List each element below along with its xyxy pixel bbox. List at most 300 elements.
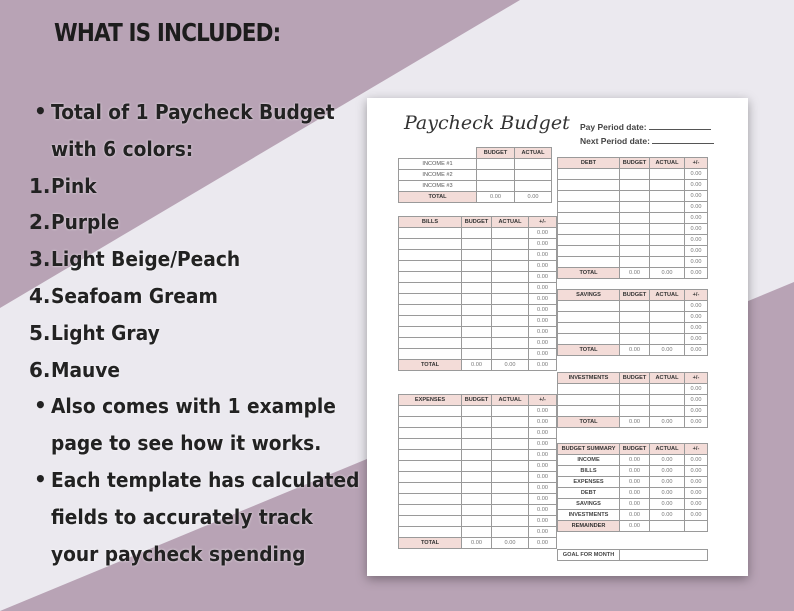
bullet-icon: •: [34, 393, 47, 418]
entry-cell[interactable]: [558, 312, 620, 323]
entry-cell[interactable]: [620, 406, 650, 417]
calculated-cell: 0.00: [529, 406, 557, 417]
table-header-row: [399, 217, 557, 228]
sheet-title: Paycheck Budget: [404, 112, 570, 134]
calculated-cell: 0.00: [529, 283, 557, 294]
table-row: [399, 516, 557, 527]
table-row: [558, 180, 708, 191]
table-row: [558, 477, 708, 488]
row-label: BILLS: [558, 466, 620, 477]
entry-cell[interactable]: [492, 494, 529, 505]
list-number: 3.: [29, 247, 51, 272]
calculated-cell: 0.00: [529, 516, 557, 527]
table-row: [558, 213, 708, 224]
entry-cell[interactable]: [620, 246, 650, 257]
entry-cell[interactable]: [558, 323, 620, 334]
list-line: Light Gray: [51, 320, 160, 345]
calculated-cell: 0.00: [685, 257, 708, 268]
income-table: [398, 147, 552, 203]
bills-table: [398, 216, 557, 371]
entry-cell[interactable]: [620, 334, 650, 345]
column-header: ACTUAL: [650, 290, 685, 301]
entry-cell[interactable]: [399, 305, 462, 316]
table-header-row: [558, 373, 708, 384]
entry-cell[interactable]: [558, 235, 620, 246]
entry-cell[interactable]: [462, 338, 492, 349]
table-row: [399, 349, 557, 360]
column-header: +/-: [685, 373, 708, 384]
entry-cell[interactable]: [399, 505, 462, 516]
entry-cell[interactable]: [492, 239, 529, 250]
calculated-cell: 0.00: [685, 169, 708, 180]
column-header: ACTUAL: [650, 373, 685, 384]
total-row: [399, 360, 557, 371]
total-label: TOTAL: [399, 360, 462, 371]
total-value: 0.00: [650, 345, 685, 356]
entry-cell[interactable]: [650, 235, 685, 246]
entry-cell[interactable]: [620, 191, 650, 202]
total-row: [399, 538, 557, 549]
goal-entry-cell[interactable]: [620, 550, 708, 561]
entry-cell[interactable]: [462, 316, 492, 327]
calculated-cell: 0.00: [620, 477, 650, 488]
entry-cell[interactable]: [399, 439, 462, 450]
table-row: [399, 316, 557, 327]
table-row: [558, 384, 708, 395]
entry-cell[interactable]: [620, 257, 650, 268]
entry-cell[interactable]: [399, 327, 462, 338]
column-header: +/-: [685, 158, 708, 169]
column-header: DEBT: [558, 158, 620, 169]
table-row: [399, 338, 557, 349]
list-line: Mauve: [51, 357, 121, 382]
list-line: page to see how it works.: [51, 431, 322, 456]
entry-cell[interactable]: [620, 202, 650, 213]
calculated-cell: 0.00: [685, 323, 708, 334]
calculated-cell: 0.00: [529, 417, 557, 428]
entry-cell[interactable]: [650, 213, 685, 224]
entry-cell[interactable]: [558, 257, 620, 268]
entry-cell[interactable]: [399, 450, 462, 461]
column-header: BILLS: [399, 217, 462, 228]
list-line: fields to accurately track: [51, 504, 313, 529]
entry-cell[interactable]: [650, 312, 685, 323]
entry-cell[interactable]: [558, 180, 620, 191]
calculated-cell: 0.00: [529, 439, 557, 450]
entry-cell[interactable]: [492, 461, 529, 472]
column-header: BUDGET: [620, 444, 650, 455]
list-line: with 6 colors:: [51, 136, 194, 161]
calculated-cell: 0.00: [685, 499, 708, 510]
column-header: BUDGET: [462, 217, 492, 228]
calculated-cell: 0.00: [529, 250, 557, 261]
column-header: BUDGET: [462, 395, 492, 406]
total-value: 0.00: [529, 538, 557, 549]
list-number: 6.: [29, 357, 51, 382]
total-value: 0.00: [620, 521, 650, 532]
calculated-cell: 0.00: [529, 428, 557, 439]
entry-cell[interactable]: [620, 169, 650, 180]
entry-cell[interactable]: [650, 224, 685, 235]
entry-cell[interactable]: [462, 494, 492, 505]
entry-cell[interactable]: [399, 272, 462, 283]
entry-cell[interactable]: [462, 283, 492, 294]
entry-cell[interactable]: [492, 250, 529, 261]
calculated-cell: 0.00: [650, 499, 685, 510]
total-value: 0.00: [529, 360, 557, 371]
column-header: EXPENSES: [399, 395, 462, 406]
row-label: INCOME #3: [399, 181, 477, 192]
total-label: TOTAL: [558, 417, 620, 428]
empty-cell: [685, 521, 708, 532]
table-row: [558, 191, 708, 202]
list-line: Purple: [51, 210, 120, 235]
total-row: [558, 345, 708, 356]
entry-cell[interactable]: [462, 417, 492, 428]
total-label: TOTAL: [399, 538, 462, 549]
entry-cell[interactable]: [650, 301, 685, 312]
table-row: [399, 428, 557, 439]
entry-cell[interactable]: [650, 323, 685, 334]
entry-cell[interactable]: [620, 301, 650, 312]
total-row: [399, 192, 552, 203]
entry-cell[interactable]: [399, 283, 462, 294]
total-label: TOTAL: [558, 345, 620, 356]
entry-cell[interactable]: [477, 159, 515, 170]
entry-cell[interactable]: [492, 349, 529, 360]
entry-cell[interactable]: [399, 294, 462, 305]
entry-cell[interactable]: [558, 213, 620, 224]
entry-cell[interactable]: [477, 181, 515, 192]
column-header: ACTUAL: [650, 158, 685, 169]
entry-cell[interactable]: [558, 202, 620, 213]
entry-cell[interactable]: [492, 527, 529, 538]
row-label: DEBT: [558, 488, 620, 499]
table-row: [558, 334, 708, 345]
entry-cell[interactable]: [650, 257, 685, 268]
calculated-cell: 0.00: [685, 334, 708, 345]
table-row: [558, 257, 708, 268]
next-period-label: Next Period date:: [580, 136, 650, 146]
entry-cell[interactable]: [399, 461, 462, 472]
entry-cell[interactable]: [462, 250, 492, 261]
entry-cell[interactable]: [399, 417, 462, 428]
table-row: [558, 466, 708, 477]
entry-cell[interactable]: [492, 516, 529, 527]
table-header-row: [399, 148, 552, 159]
entry-cell[interactable]: [462, 239, 492, 250]
table-row: [558, 323, 708, 334]
calculated-cell: 0.00: [529, 294, 557, 305]
entry-cell[interactable]: [558, 395, 620, 406]
list-line: Each template has calculated: [51, 468, 360, 492]
entry-cell[interactable]: [462, 272, 492, 283]
calculated-cell: 0.00: [685, 406, 708, 417]
total-row: [558, 417, 708, 428]
table-row: [558, 510, 708, 521]
calculated-cell: 0.00: [620, 488, 650, 499]
column-header: BUDGET: [477, 148, 515, 159]
table-row: [399, 505, 557, 516]
entry-cell[interactable]: [515, 170, 552, 181]
calculated-cell: 0.00: [529, 272, 557, 283]
entry-cell[interactable]: [620, 180, 650, 191]
table-row: [558, 246, 708, 257]
calculated-cell: 0.00: [529, 472, 557, 483]
entry-cell[interactable]: [462, 461, 492, 472]
calculated-cell: 0.00: [620, 510, 650, 521]
entry-cell[interactable]: [399, 316, 462, 327]
calculated-cell: 0.00: [529, 349, 557, 360]
entry-cell[interactable]: [650, 191, 685, 202]
entry-cell[interactable]: [462, 527, 492, 538]
entry-cell[interactable]: [492, 316, 529, 327]
table-row: [558, 169, 708, 180]
entry-cell[interactable]: [399, 516, 462, 527]
calculated-cell: 0.00: [529, 505, 557, 516]
entry-cell[interactable]: [620, 312, 650, 323]
list-line: Also comes with 1 example: [51, 394, 336, 419]
entry-cell[interactable]: [650, 384, 685, 395]
column-header: BUDGET: [620, 373, 650, 384]
total-value: 0.00: [650, 417, 685, 428]
table-row: [399, 272, 557, 283]
table-header-row: [558, 290, 708, 301]
calculated-cell: 0.00: [529, 239, 557, 250]
entry-cell[interactable]: [492, 327, 529, 338]
calculated-cell: 0.00: [620, 466, 650, 477]
entry-cell[interactable]: [620, 235, 650, 246]
entry-cell[interactable]: [399, 527, 462, 538]
entry-cell[interactable]: [650, 395, 685, 406]
entry-cell[interactable]: [399, 250, 462, 261]
table-row: [558, 235, 708, 246]
row-label: INCOME #2: [399, 170, 477, 181]
column-header: BUDGET SUMMARY: [558, 444, 620, 455]
total-value: 0.00: [650, 268, 685, 279]
table-row: [399, 294, 557, 305]
entry-cell[interactable]: [462, 261, 492, 272]
entry-cell[interactable]: [462, 327, 492, 338]
entry-cell[interactable]: [558, 301, 620, 312]
column-header: ACTUAL: [492, 217, 529, 228]
calculated-cell: 0.00: [620, 499, 650, 510]
entry-cell[interactable]: [558, 406, 620, 417]
list-number: 1.: [29, 173, 51, 198]
total-value: 0.00: [620, 417, 650, 428]
calculated-cell: 0.00: [685, 180, 708, 191]
table-row: [558, 202, 708, 213]
table-row: [399, 494, 557, 505]
total-value: 0.00: [515, 192, 552, 203]
row-label: EXPENSES: [558, 477, 620, 488]
table-row: [399, 170, 552, 181]
entry-cell[interactable]: [650, 406, 685, 417]
calculated-cell: 0.00: [650, 466, 685, 477]
entry-cell[interactable]: [399, 338, 462, 349]
total-value: 0.00: [492, 538, 529, 549]
column-header: [399, 148, 477, 159]
total-row: [558, 521, 708, 532]
entry-cell[interactable]: [399, 228, 462, 239]
calculated-cell: 0.00: [650, 488, 685, 499]
goal-label: GOAL FOR MONTH: [558, 550, 620, 561]
table-header-row: [558, 444, 708, 455]
bullet-icon: •: [34, 99, 47, 123]
table-row: [399, 261, 557, 272]
entry-cell[interactable]: [462, 428, 492, 439]
total-label: TOTAL: [399, 192, 477, 203]
pay-period-label: Pay Period date:: [580, 122, 647, 132]
entry-cell[interactable]: [650, 180, 685, 191]
table-row: [399, 305, 557, 316]
table-row: [399, 472, 557, 483]
row-label: INVESTMENTS: [558, 510, 620, 521]
entry-cell[interactable]: [462, 349, 492, 360]
entry-cell[interactable]: [492, 261, 529, 272]
entry-cell[interactable]: [399, 428, 462, 439]
column-header: BUDGET: [620, 158, 650, 169]
entry-cell[interactable]: [462, 406, 492, 417]
entry-cell[interactable]: [492, 428, 529, 439]
entry-cell[interactable]: [620, 224, 650, 235]
table-row: [399, 483, 557, 494]
row-label: INCOME #1: [399, 159, 477, 170]
entry-cell[interactable]: [650, 169, 685, 180]
entry-cell[interactable]: [650, 246, 685, 257]
entry-cell[interactable]: [462, 483, 492, 494]
row-label: INCOME: [558, 455, 620, 466]
entry-cell[interactable]: [492, 283, 529, 294]
column-header: +/-: [529, 217, 557, 228]
entry-cell[interactable]: [492, 338, 529, 349]
column-header: +/-: [685, 290, 708, 301]
entry-cell[interactable]: [558, 384, 620, 395]
entry-cell[interactable]: [492, 294, 529, 305]
calculated-cell: 0.00: [685, 301, 708, 312]
entry-cell[interactable]: [558, 224, 620, 235]
calculated-cell: 0.00: [685, 191, 708, 202]
column-header: ACTUAL: [492, 395, 529, 406]
entry-cell[interactable]: [399, 494, 462, 505]
list-line: your paycheck spending: [51, 541, 306, 566]
entry-cell[interactable]: [492, 505, 529, 516]
entry-cell[interactable]: [462, 294, 492, 305]
entry-cell[interactable]: [462, 439, 492, 450]
entry-cell[interactable]: [399, 261, 462, 272]
column-header: ACTUAL: [650, 444, 685, 455]
calculated-cell: 0.00: [685, 488, 708, 499]
total-value: 0.00: [462, 360, 492, 371]
entry-cell[interactable]: [620, 384, 650, 395]
total-value: 0.00: [620, 345, 650, 356]
row-label: SAVINGS: [558, 499, 620, 510]
entry-cell[interactable]: [492, 417, 529, 428]
calculated-cell: 0.00: [529, 305, 557, 316]
list-line: Pink: [51, 173, 97, 198]
entry-cell[interactable]: [558, 169, 620, 180]
entry-cell[interactable]: [492, 450, 529, 461]
calculated-cell: 0.00: [529, 316, 557, 327]
entry-cell[interactable]: [650, 334, 685, 345]
entry-cell[interactable]: [399, 406, 462, 417]
column-header: ACTUAL: [515, 148, 552, 159]
calculated-cell: 0.00: [529, 527, 557, 538]
table-row: [399, 417, 557, 428]
pay-period-field: [580, 121, 711, 132]
entry-cell[interactable]: [620, 213, 650, 224]
entry-cell[interactable]: [462, 505, 492, 516]
column-header: BUDGET: [620, 290, 650, 301]
table-row: [399, 450, 557, 461]
entry-cell[interactable]: [558, 191, 620, 202]
table-row: [399, 327, 557, 338]
calculated-cell: 0.00: [685, 224, 708, 235]
entry-cell[interactable]: [462, 228, 492, 239]
entry-cell[interactable]: [492, 472, 529, 483]
calculated-cell: 0.00: [620, 455, 650, 466]
entry-cell[interactable]: [558, 246, 620, 257]
entry-cell[interactable]: [515, 181, 552, 192]
table-row: [558, 301, 708, 312]
table-row: [399, 283, 557, 294]
calculated-cell: 0.00: [650, 477, 685, 488]
total-value: 0.00: [620, 268, 650, 279]
column-header: +/-: [529, 395, 557, 406]
entry-cell[interactable]: [558, 334, 620, 345]
expenses-table: [398, 394, 557, 549]
calculated-cell: 0.00: [529, 483, 557, 494]
calculated-cell: 0.00: [529, 494, 557, 505]
entry-cell[interactable]: [477, 170, 515, 181]
calculated-cell: 0.00: [529, 327, 557, 338]
entry-cell[interactable]: [462, 450, 492, 461]
entry-cell[interactable]: [492, 439, 529, 450]
entry-cell[interactable]: [462, 516, 492, 527]
column-header: SAVINGS: [558, 290, 620, 301]
list-number: 5.: [29, 320, 51, 345]
list-line: Seafoam Gream: [51, 284, 218, 308]
entry-cell[interactable]: [399, 472, 462, 483]
entry-cell[interactable]: [492, 305, 529, 316]
table-row: [399, 181, 552, 192]
entry-cell[interactable]: [620, 395, 650, 406]
total-row: [558, 268, 708, 279]
goal-row: [558, 550, 708, 561]
table-row: [399, 239, 557, 250]
table-row: [558, 312, 708, 323]
entry-cell[interactable]: [462, 305, 492, 316]
calculated-cell: 0.00: [685, 235, 708, 246]
entry-cell[interactable]: [492, 483, 529, 494]
entry-cell[interactable]: [462, 472, 492, 483]
entry-cell[interactable]: [650, 202, 685, 213]
entry-cell[interactable]: [492, 228, 529, 239]
goal-table: [557, 549, 708, 561]
entry-cell[interactable]: [399, 349, 462, 360]
table-header-row: [558, 158, 708, 169]
table-row: [558, 455, 708, 466]
entry-cell[interactable]: [399, 483, 462, 494]
list-number: 4.: [29, 284, 51, 308]
entry-cell[interactable]: [492, 272, 529, 283]
entry-cell[interactable]: [399, 239, 462, 250]
entry-cell[interactable]: [515, 159, 552, 170]
total-value: 0.00: [492, 360, 529, 371]
entry-cell[interactable]: [620, 323, 650, 334]
entry-cell[interactable]: [492, 406, 529, 417]
calculated-cell: 0.00: [685, 246, 708, 257]
